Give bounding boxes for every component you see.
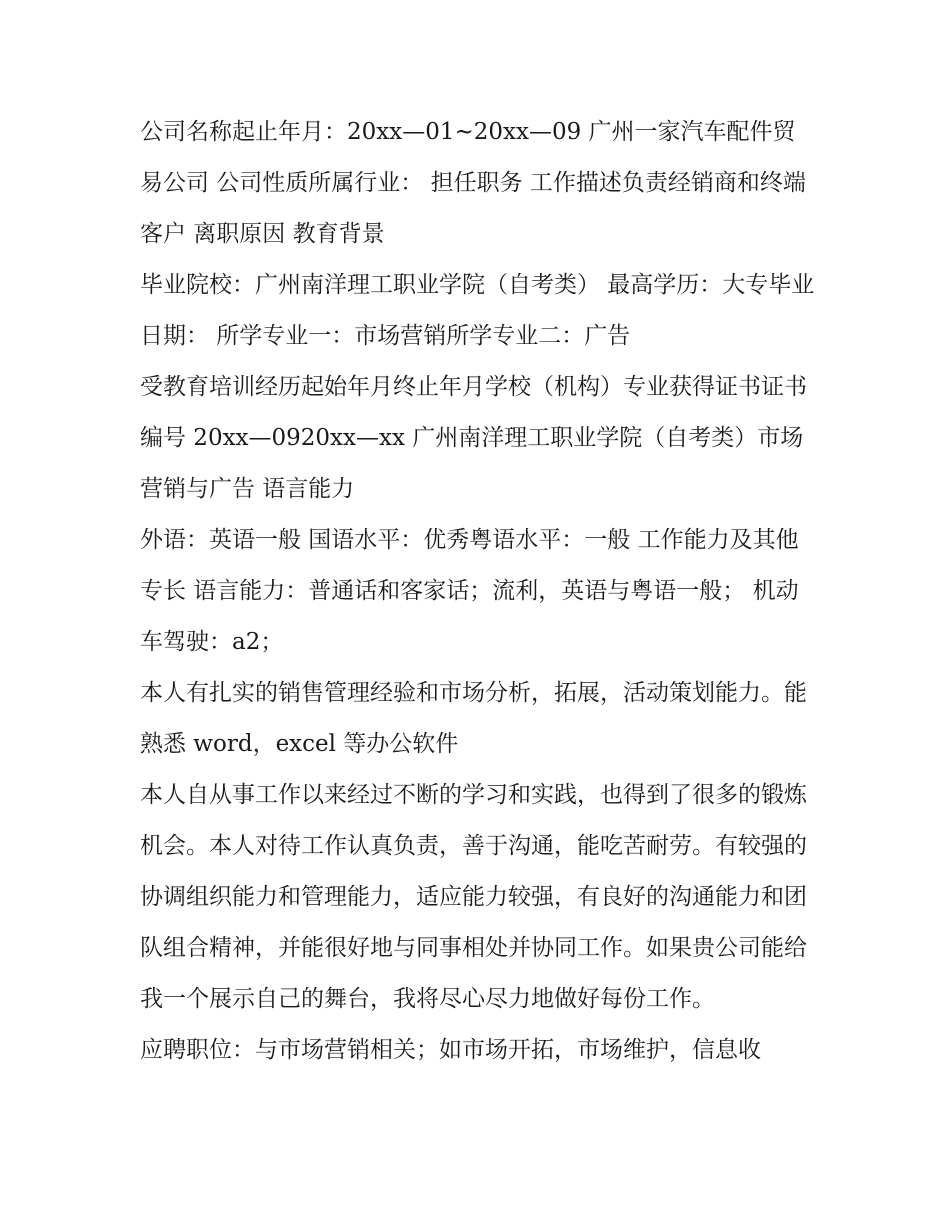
paragraph-work-experience: 公司名称起止年月：20xx—01~20xx—09 广州一家汽车配件贸易公司 公司性质所属行业： 担任职务 工作描述负责经销商和终端客户 离职原因 教育背景: [140, 119, 806, 247]
paragraph-training: 受教育培训经历起始年月终止年月学校（机构）专业获得证书证书编号 20xx—0920xx—xx 广州南洋理工职业学院（自考类）市场营销与广告 语言能力: [140, 374, 807, 502]
paragraph-graduation: 毕业院校：广州南洋理工职业学院（自考类） 最高学历：大专毕业日期： 所学专业一：市场营销所学专业二：广告: [140, 272, 815, 349]
paragraph-desired-position: 应聘职位：与市场营销相关；如市场开拓，市场维护，信息收: [140, 1037, 761, 1063]
paragraph-skills: 本人有扎实的销售管理经验和市场分析，拓展，活动策划能力。能熟悉 word，excel 等办公软件: [140, 680, 807, 757]
document-body: [140, 107, 815, 1076]
paragraph-languages: 外语：英语一般 国语水平：优秀粤语水平：一般 工作能力及其他专长 语言能力：普通话和客家话；流利，英语与粤语一般； 机动车驾驶：a2；: [140, 527, 799, 655]
paragraph-self-evaluation: 本人自从事工作以来经过不断的学习和实践，也得到了很多的锻炼机会。本人对待工作认真负责，善于沟通，能吃苦耐劳。有较强的协调组织能力和管理能力，适应能力较强，有良好的沟通能力和团队组合精神，并能很好地与同事相处并协同工作。如果贵公司能给我一个展示自己的舞台，我将尽心尽力地做好每份工作。: [140, 782, 807, 1012]
